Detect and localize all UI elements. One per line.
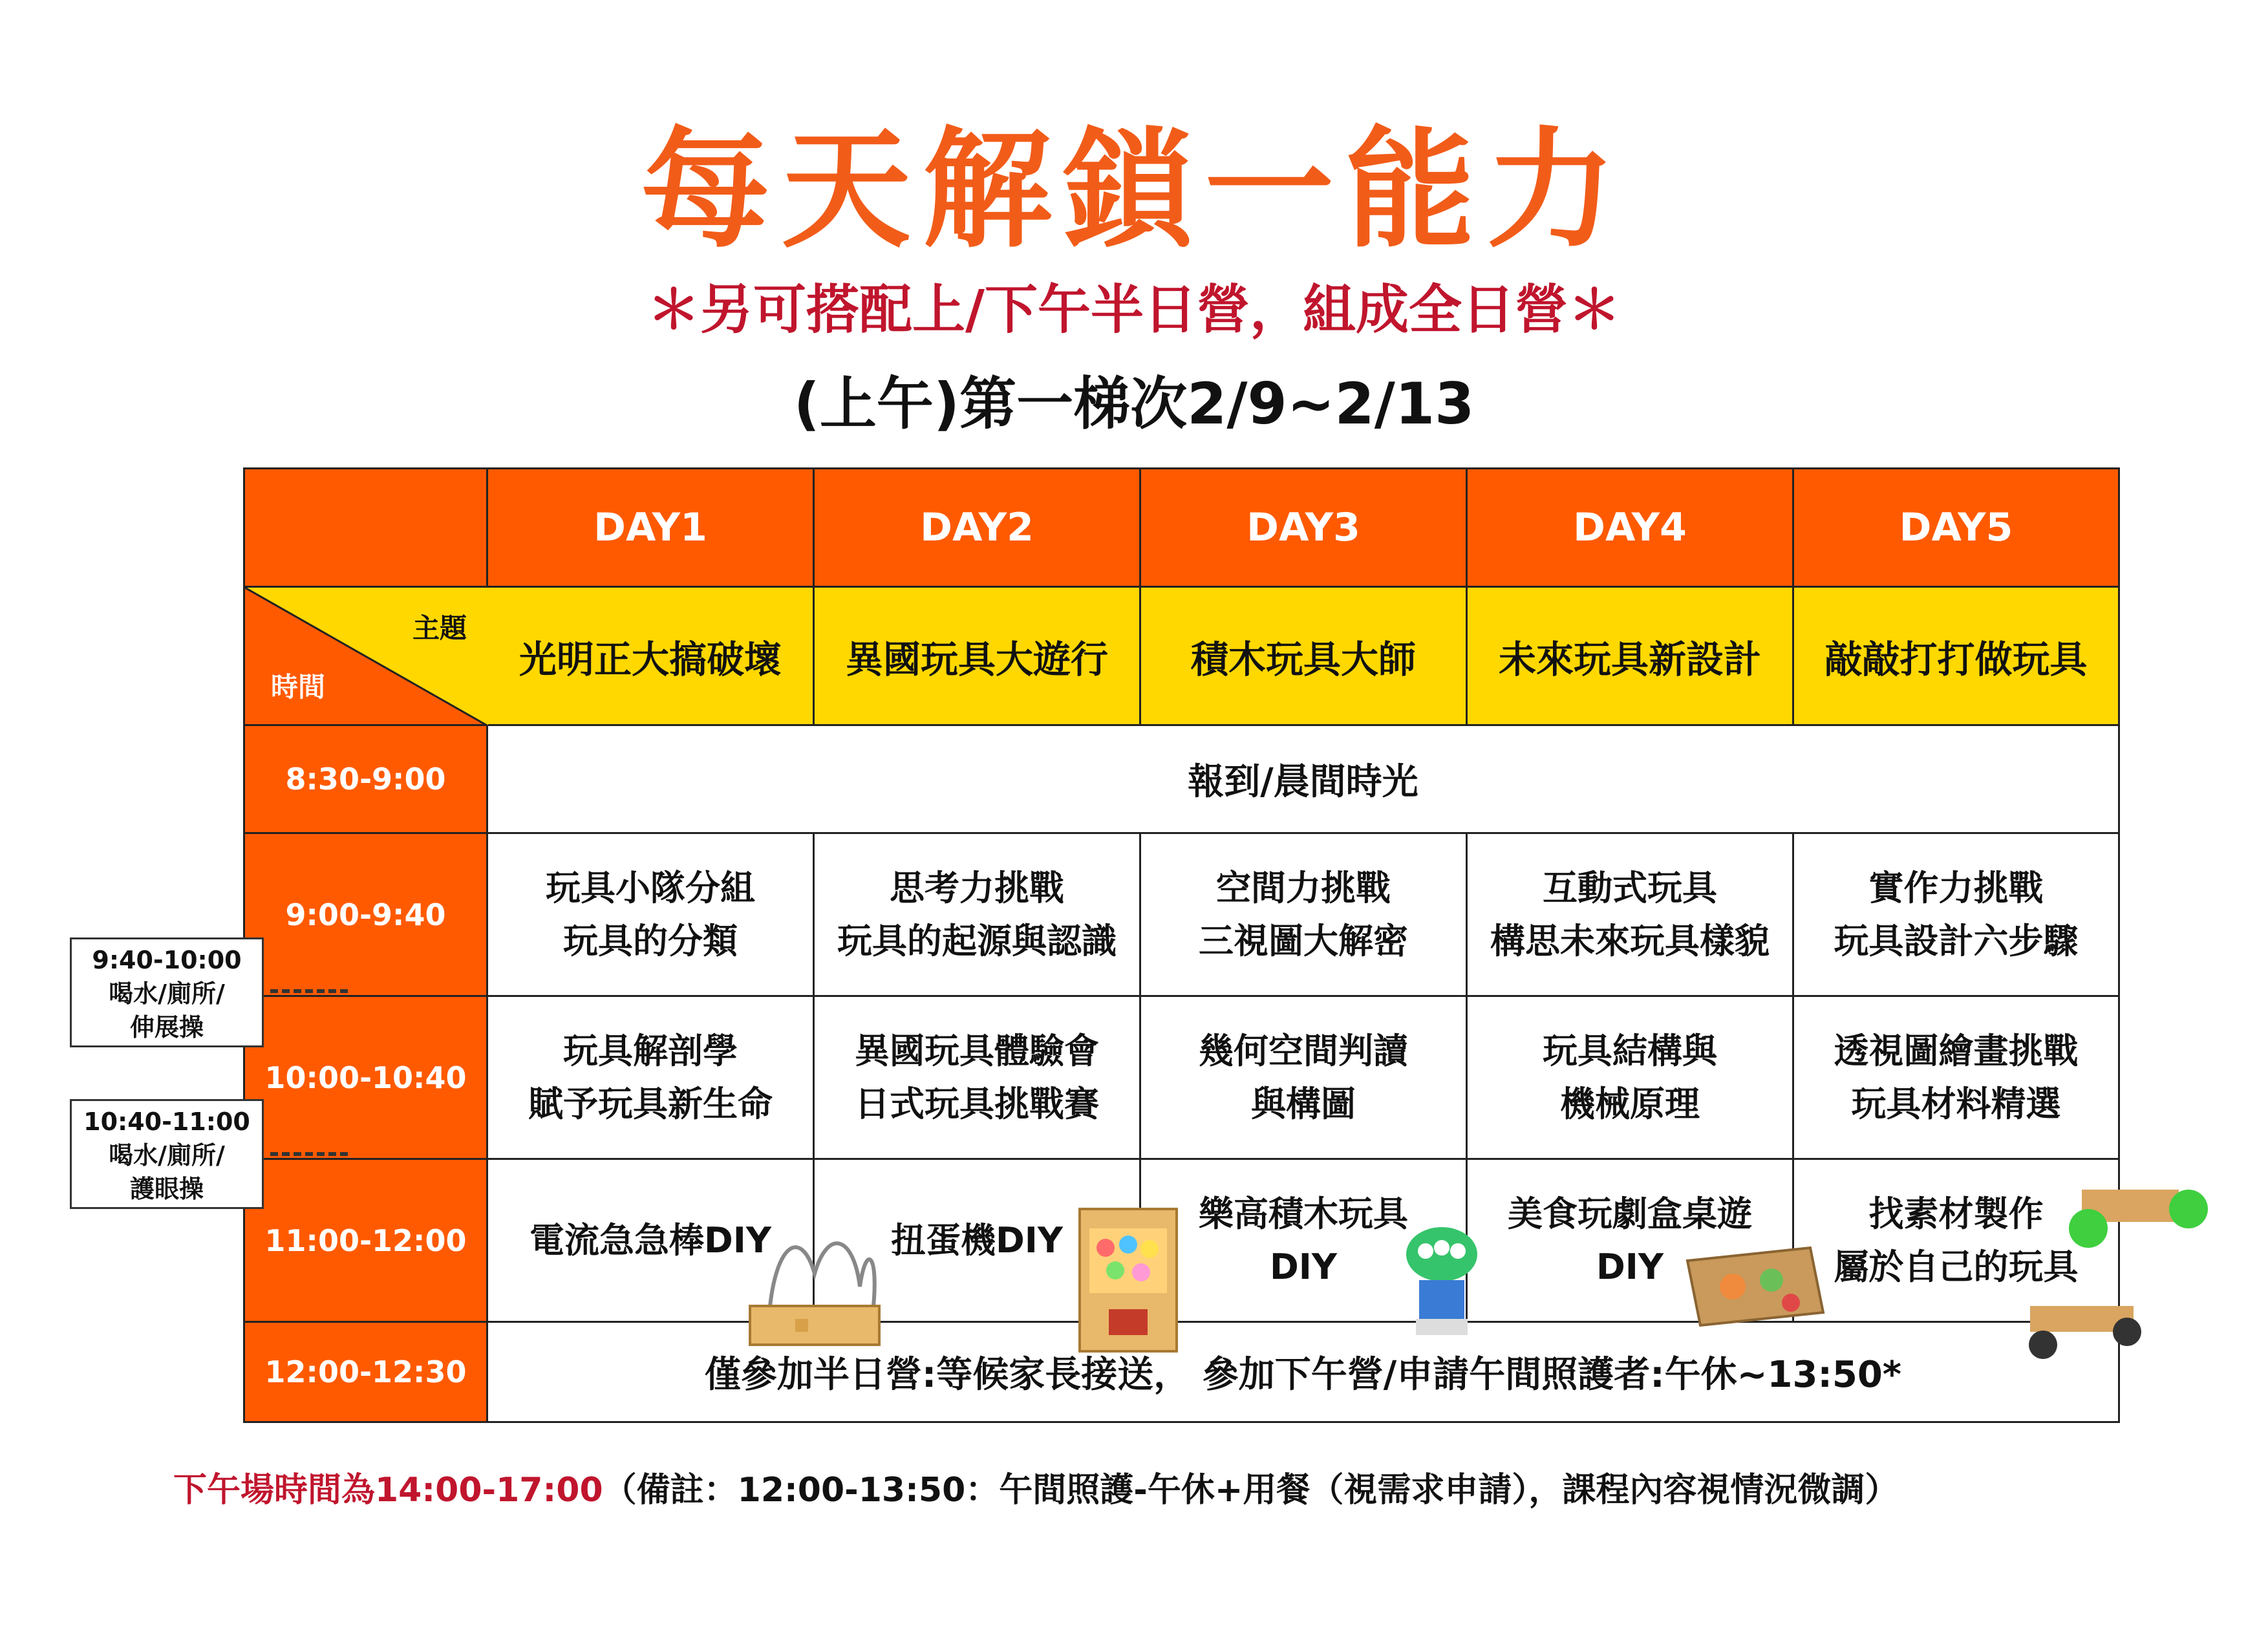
activity-cell — [1793, 996, 2119, 1159]
break-activity: 喝水/廁所/ — [109, 979, 225, 1008]
activity-line: 三視圖大解密 — [1199, 920, 1408, 961]
theme-label: 主題 — [412, 612, 467, 644]
break-activity: 伸展操 — [129, 1013, 204, 1042]
day-header: DAY4 — [1467, 469, 1793, 587]
pickup-cell: 僅參加半日營:等候家長接送， 參加下午營/申請午間照護者:午休~13:50* — [487, 1322, 2119, 1422]
day-header: DAY2 — [814, 469, 1140, 587]
activity-line: 透視圖繪畫挑戰 — [1834, 1030, 2079, 1071]
activity-cell — [814, 833, 1140, 996]
break-connector — [270, 989, 348, 993]
break-box — [70, 937, 264, 1047]
theme-row — [244, 587, 2119, 725]
activity-line: 與構圖 — [1251, 1083, 1356, 1124]
schedule-row — [244, 725, 2119, 833]
activity-line: 玩具的分類 — [563, 920, 738, 961]
remarks-note: （備註：12:00-13:50：午間照護-午休+用餐（視需求申請），課程內容視情況微調） — [603, 1471, 1899, 1510]
day-header: DAY3 — [1140, 469, 1467, 587]
activity-line: 樂高積木玩具 — [1199, 1193, 1408, 1234]
day-header: DAY1 — [487, 469, 814, 587]
activity-line: 玩具結構與 — [1543, 1030, 1717, 1071]
activity-line: 思考力挑戰 — [890, 867, 1064, 908]
page-title: 每天解鎖一能力 — [640, 115, 1627, 266]
food-board-game-image — [1681, 1235, 1830, 1332]
break-time: 9:40-10:00 — [92, 946, 242, 974]
activity-line: 幾何空間判讀 — [1199, 1030, 1408, 1071]
activity-cell — [814, 996, 1140, 1159]
theme-cell: 未來玩具新設計 — [1467, 587, 1793, 725]
activity-line: 玩具解剖學 — [563, 1030, 738, 1071]
theme-cell: 積木玩具大師 — [1140, 587, 1467, 725]
time-slot: 10:00-10:40 — [244, 996, 487, 1159]
break-activity: 喝水/廁所/ — [109, 1141, 225, 1170]
schedule-row — [244, 996, 2119, 1159]
activity-line: 機械原理 — [1560, 1083, 1700, 1124]
toy-car-image — [2017, 1164, 2211, 1371]
activity-line: 構思未來玩具樣貌 — [1490, 920, 1770, 961]
activity-line: 空間力挑戰 — [1216, 867, 1391, 908]
activity-line: 異國玩具體驗會 — [855, 1030, 1099, 1071]
activity-line: 玩具材料精選 — [1851, 1083, 2061, 1124]
activity-line: 扭蛋機DIY — [890, 1219, 1064, 1261]
activity-line: 日式玩具挑戰賽 — [855, 1083, 1099, 1124]
time-theme-corner — [244, 587, 487, 725]
checkin-cell: 報到/晨間時光 — [487, 725, 2119, 833]
break-activity: 護眼操 — [129, 1175, 204, 1203]
activity-cell — [487, 833, 814, 996]
time-slot: 8:30-9:00 — [244, 725, 487, 833]
header-corner — [244, 469, 487, 587]
time-slot: 9:00-9:40 — [244, 833, 487, 996]
day-header: DAY5 — [1793, 469, 2119, 587]
day-header-row — [244, 469, 2119, 587]
activity-line: 互動式玩具 — [1543, 867, 1717, 908]
activity-cell — [1467, 996, 1793, 1159]
activity-cell — [487, 996, 814, 1159]
activity-line: 美食玩劇盒桌遊 — [1508, 1193, 1752, 1234]
activity-line: DIY — [1269, 1246, 1338, 1287]
activity-line: DIY — [1596, 1246, 1664, 1287]
schedule-row — [244, 833, 2119, 996]
footer-note — [173, 1462, 2177, 1511]
activity-line: 電流急急棒DIY — [529, 1219, 772, 1261]
time-label: 時間 — [271, 671, 326, 703]
activity-line: 玩具的起源與認識 — [837, 920, 1117, 961]
gacha-machine-image — [1073, 1203, 1183, 1358]
page-subtitle: ＊另可搭配上/下午半日營，組成全日營＊ — [647, 279, 1621, 341]
activity-cell — [1140, 833, 1467, 996]
afternoon-time-note: 下午場時間為14:00-17:00 — [173, 1471, 603, 1510]
theme-cell: 異國玩具大遊行 — [814, 587, 1140, 725]
activity-cell — [1467, 833, 1793, 996]
activity-line: 賦予玩具新生命 — [528, 1083, 773, 1124]
time-slot: 11:00-12:00 — [244, 1159, 487, 1322]
activity-line: 玩具設計六步驟 — [1834, 920, 2079, 961]
theme-cell: 光明正大搞破壞 — [487, 587, 814, 725]
time-slot: 12:00-12:30 — [244, 1322, 487, 1422]
session-dates: (上午)第一梯次2/9~2/13 — [793, 370, 1475, 437]
activity-cell — [1793, 833, 2119, 996]
activity-line: 找素材製作 — [1868, 1193, 2044, 1234]
theme-cell: 敲敲打打做玩具 — [1793, 587, 2119, 725]
activity-cell — [1140, 996, 1467, 1159]
alien-figure-image — [1390, 1209, 1493, 1338]
activity-line: 實作力挑戰 — [1868, 867, 2044, 908]
activity-line: 玩具小隊分組 — [546, 867, 755, 908]
break-time: 10:40-11:00 — [83, 1107, 250, 1136]
break-box — [70, 1099, 264, 1209]
break-connector — [270, 1152, 348, 1156]
maze-toy-image — [744, 1215, 899, 1351]
activity-line: 屬於自己的玩具 — [1834, 1246, 2079, 1287]
